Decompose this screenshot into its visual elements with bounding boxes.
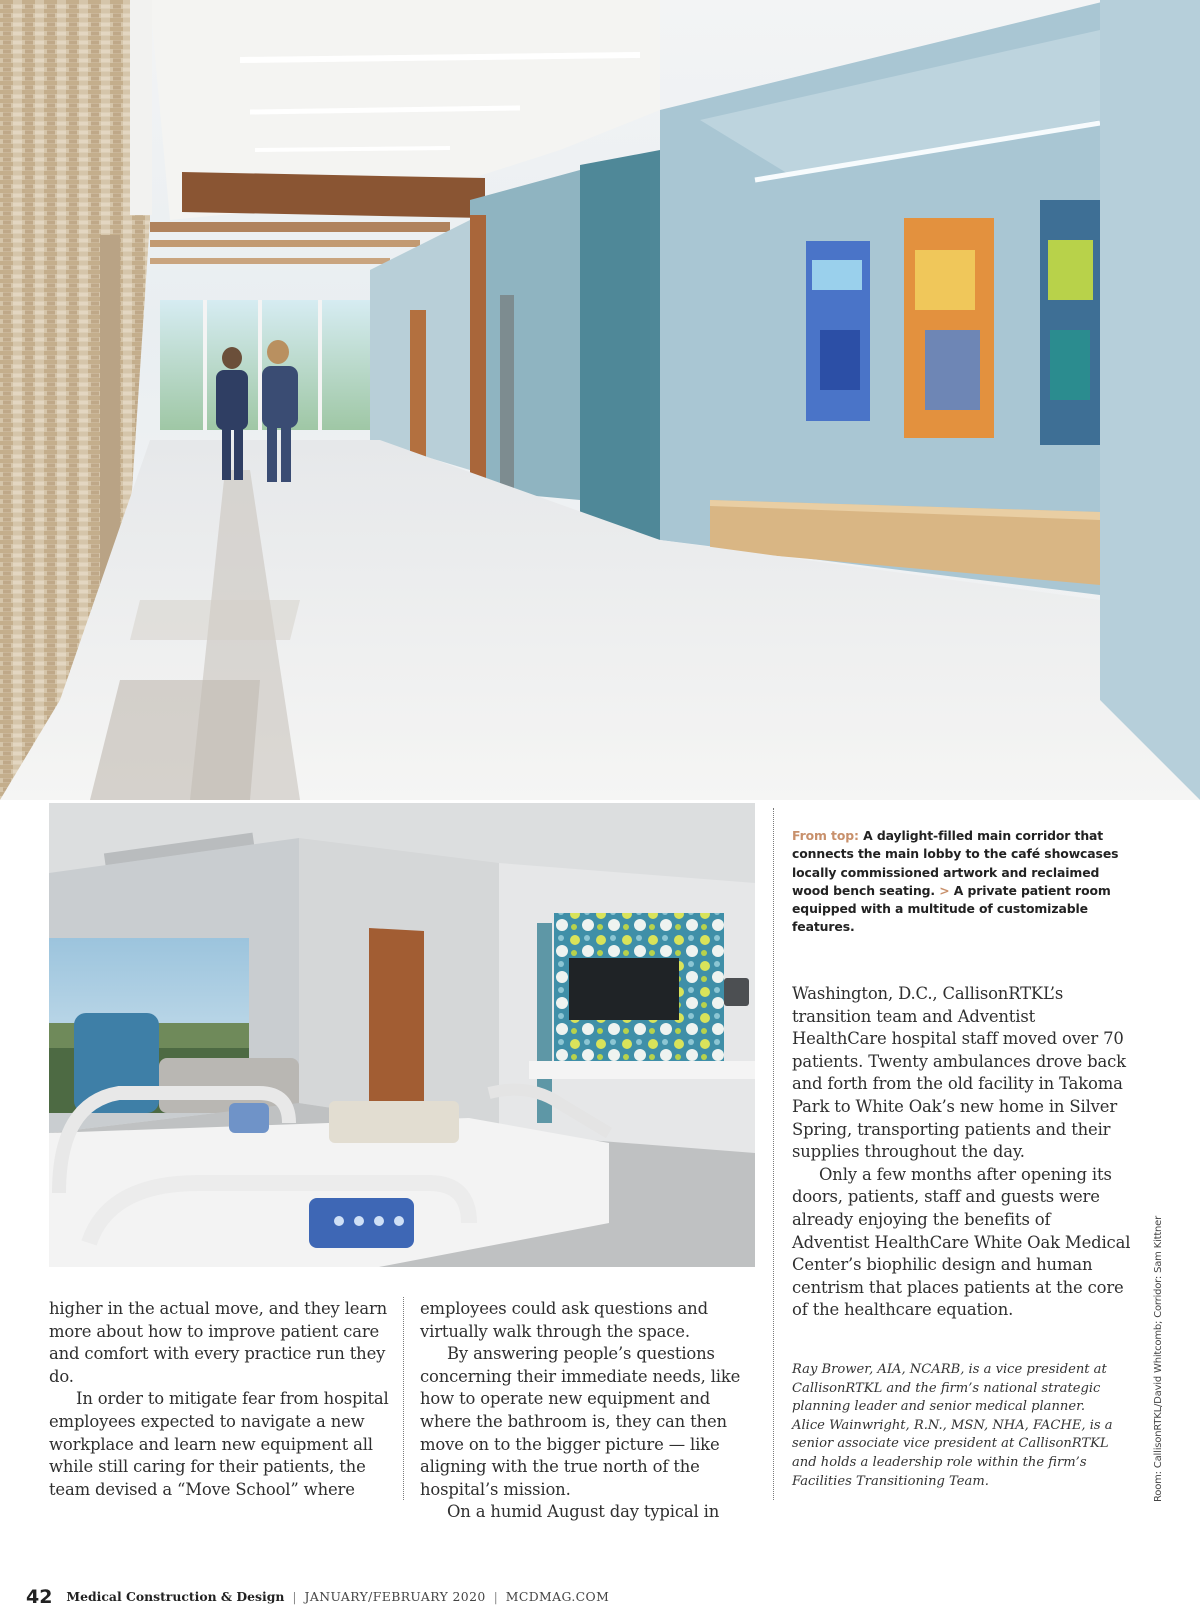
photo-caption: [792, 827, 1127, 937]
article-column-1: [49, 1298, 389, 1501]
caption-text-corridor: A daylight-filled main corridor that connects the main lobby to the café showcases locally commissioned artwork and reclaimed wood bench seating.: [792, 828, 1119, 898]
author-bio: Alice Wainwright, R.N., MSN, NHA, FACHE, is a senior associate vice president at CallisonRTKL and holds a leadership role within the firm’s Facilities Transitioning Team.: [792, 1417, 1113, 1489]
paragraph: employees could ask questions and virtually walk through the space.: [420, 1299, 708, 1341]
patient-room-photo: [49, 803, 755, 1267]
publication-name: Medical Construction & Design: [66, 1589, 285, 1604]
paragraph: On a humid August day typical in: [447, 1502, 720, 1522]
author-bios: [792, 1361, 1132, 1491]
footer-separator: |: [493, 1589, 498, 1604]
article-column-2: [420, 1298, 760, 1524]
paragraph: Only a few months after opening its doors, patients, staff and guests were already enjoying the benefits of Adventist HealthCare White Oak Medical Center’s biophilic design and human centrism that places patients at the core of the healthcare equation.: [792, 1164, 1131, 1320]
column-divider: [403, 1297, 404, 1500]
page-footer: [26, 1586, 609, 1608]
page-number: 42: [26, 1586, 53, 1608]
column-divider: [773, 808, 774, 1500]
photo-credit: Room: CallisonRTKL/David Whitcomb; Corridor: Sam Kittner: [1153, 1215, 1164, 1502]
caption-arrow: >: [939, 882, 950, 898]
website-link[interactable]: MCDMAG.COM: [505, 1589, 610, 1604]
paragraph: By answering people’s questions concerning their immediate needs, like how to operate new equipment and where the bathroom is, they can then move on to the bigger picture — like aligning with the true north of the hospital’s mission.: [420, 1344, 741, 1499]
paragraph: Washington, D.C., CallisonRTKL’s transition team and Adventist HealthCare hospital staff moved over 70 patients. Twenty ambulances drove back and forth from the old facility in Takoma Park to White Oak’s new home in Silver Spring, transporting patients and their supplies throughout the day.: [792, 984, 1126, 1162]
footer-separator: |: [292, 1589, 297, 1604]
paragraph: higher in the actual move, and they learn more about how to improve patient care and comfort with every practice run they do.: [49, 1299, 388, 1386]
article-column-3: [792, 983, 1132, 1322]
corridor-photo: [0, 0, 1200, 800]
issue-date: JANUARY/FEBRUARY 2020: [304, 1589, 486, 1604]
caption-lead: From top:: [792, 828, 859, 843]
paragraph: In order to mitigate fear from hospital employees expected to navigate a new workplace and learn new equipment all while still caring for their patients, the team devised a “Move School” where: [49, 1389, 389, 1499]
author-bio: Ray Brower, AIA, NCARB, is a vice president at CallisonRTKL and the firm’s national strategic planning leader and senior medical planner.: [792, 1362, 1107, 1415]
caption-text-room: A private patient room equipped with a multitude of customizable features.: [792, 882, 1111, 935]
